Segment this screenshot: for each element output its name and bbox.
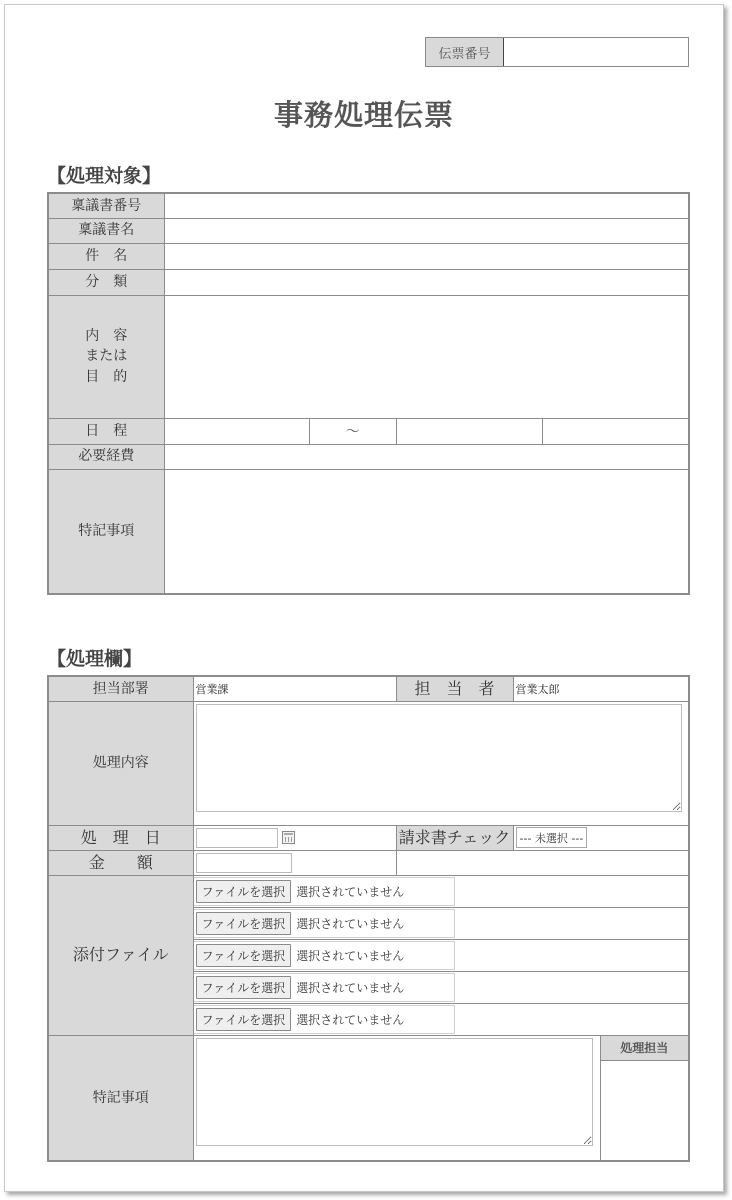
process-content-textarea[interactable] [196,704,682,812]
department-cell [193,676,396,701]
file-status: 選択されていません [296,884,405,899]
proposal-number-label: 稟議書番号 [48,193,164,218]
subject-field[interactable] [164,243,689,269]
attachment-row [194,876,689,908]
file-input[interactable] [194,877,455,906]
category-field[interactable] [164,269,689,295]
target-table [47,192,690,595]
file-status: 選択されていません [296,948,405,963]
attachment-row [194,940,689,972]
content-label [48,295,164,418]
target-notes-label: 特記事項 [48,469,164,594]
file-input[interactable] [194,973,455,1002]
page-title: 事務処理伝票 [273,98,454,132]
process-notes-textarea[interactable] [196,1038,593,1146]
person-cell [513,676,689,701]
content-label-line1: 内 容 [85,328,128,345]
attachment-row [194,1004,689,1035]
file-input[interactable] [194,1005,455,1034]
attachment-cell [193,875,689,1035]
calendar-icon[interactable] [282,831,295,844]
slip-number-input[interactable] [504,38,688,66]
target-notes-field[interactable] [164,469,689,594]
file-status: 選択されていません [296,980,405,995]
subject-label: 件 名 [48,243,164,269]
department-value: 営業課 [195,682,229,696]
schedule-separator: ～ [309,418,396,444]
target-section-heading: 【処理対象】 [47,165,162,187]
process-notes-cell [193,1035,600,1161]
category-label: 分 類 [48,269,164,295]
file-select-button[interactable]: ファイルを選択 [196,976,292,999]
process-section-heading: 【処理欄】 [47,648,143,670]
invoice-check-cell [513,825,689,850]
process-date-label: 処 理 日 [48,825,193,850]
schedule-end-field[interactable] [396,418,542,444]
proposal-name-field[interactable] [164,218,689,243]
file-select-button[interactable]: ファイルを選択 [196,944,292,967]
handler-label: 処理担当 [601,1036,689,1061]
slip-number-box [425,37,689,67]
attachment-label: 添付ファイル [48,875,193,1035]
slip-number-label: 伝票番号 [426,38,504,66]
amount-label: 金 額 [48,850,193,875]
person-label: 担 当 者 [396,676,513,701]
process-table [47,675,690,1162]
proposal-number-field[interactable] [164,193,689,218]
file-select-button[interactable]: ファイルを選択 [196,912,292,935]
file-select-button[interactable]: ファイルを選択 [196,880,292,903]
invoice-check-select[interactable]: --- 未選択 --- [516,827,588,848]
amount-input[interactable] [196,853,292,873]
required-cost-label: 必要経費 [48,444,164,469]
schedule-extra-field[interactable] [542,418,689,444]
file-input[interactable] [194,909,455,938]
proposal-name-label: 稟議書名 [48,218,164,243]
content-label-line3: 目 的 [85,368,128,385]
file-select-button[interactable]: ファイルを選択 [196,1008,292,1031]
process-date-cell [193,825,396,850]
file-status: 選択されていません [296,1012,405,1027]
schedule-label: 日 程 [48,418,164,444]
handler-cell [600,1035,689,1161]
attachment-row [194,908,689,940]
process-content-cell [193,701,689,825]
department-label: 担当部署 [48,676,193,701]
process-notes-label: 特記事項 [48,1035,193,1161]
amount-cell [193,850,396,875]
content-field[interactable] [164,295,689,418]
form-page [4,4,724,1192]
process-content-label: 処理内容 [48,701,193,825]
schedule-start-field[interactable] [164,418,309,444]
required-cost-field[interactable] [164,444,689,469]
person-value: 営業太郎 [515,682,560,696]
content-label-line2: または [85,348,128,365]
file-input[interactable] [194,941,455,970]
amount-empty-cell [396,850,689,875]
process-date-input[interactable] [196,828,278,848]
invoice-check-label: 請求書チェック [396,825,513,850]
attachment-row [194,972,689,1004]
file-status: 選択されていません [296,916,405,931]
